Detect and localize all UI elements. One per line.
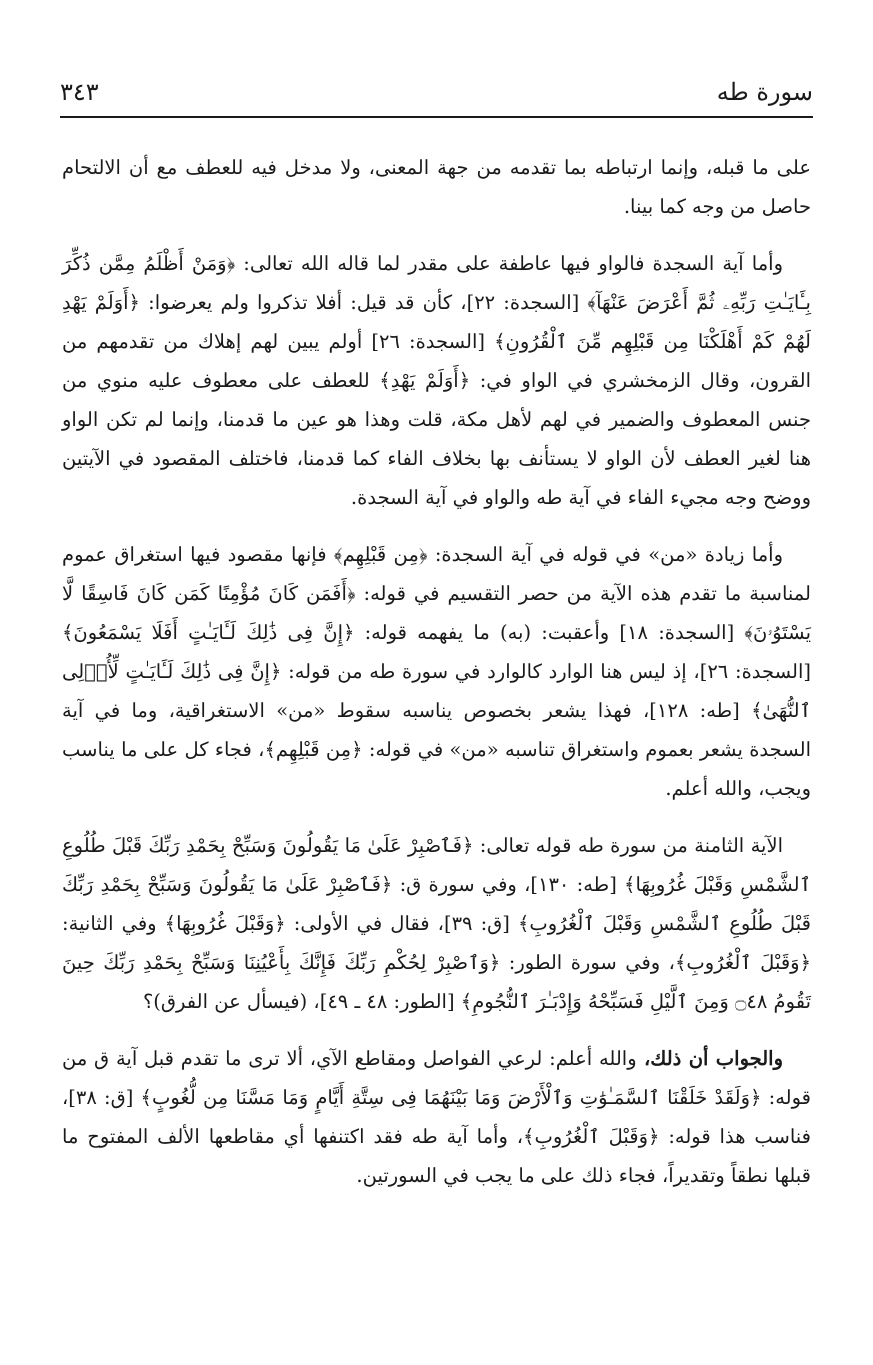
paragraph-1: [62, 148, 811, 226]
paragraph-4-text: الآية الثامنة من سورة طه قوله تعالى: ﴿فَٱصْبِرْ عَلَىٰ مَا يَقُولُونَ وَسَبِّحْ بِحَمْدِ رَبِّكَ قَبْلَ طُلُوعِ ٱلشَّمْسِ وَقَبْلَ غُرُوبِهَا﴾ [طه: ١٣٠]، وفي سورة ق: ﴿فَٱصْبِرْ عَلَىٰ مَا يَقُولُونَ وَسَبِّحْ بِحَمْدِ رَبِّكَ قَبْلَ طُلُوعِ ٱلشَّمْسِ وَقَبْلَ ٱلْغُرُوبِ﴾ [ق: ٣٩]، فقال في الأولى: ﴿وَقَبْلَ غُرُوبِهَا﴾ وفي الثانية: ﴿وَقَبْلَ ٱلْغُرُوبِ﴾، وفي سورة الطور: ﴿وَٱصْبِرْ لِحُكْمِ رَبِّكَ فَإِنَّكَ بِأَعْيُنِنَا وَسَبِّحْ بِحَمْدِ رَبِّكَ حِينَ تَقُومُ ۝٤٨ وَمِنَ ٱلَّيْلِ فَسَبِّحْهُ وَإِدْبَـٰرَ ٱلنُّجُومِ﴾ [الطور: ٤٨ ـ ٤٩]، (فيسأل عن الفرق)؟: [62, 834, 812, 1013]
surah-title: سورة طه: [716, 78, 813, 106]
page-number: ٣٤٣: [60, 78, 99, 106]
paragraph-3: [62, 535, 811, 808]
paragraph-2: [62, 244, 811, 517]
paragraph-5: [62, 1039, 811, 1195]
paragraph-3-text: وأما زيادة «من» في قوله في آية السجدة: ﴿مِن قَبْلِهِم﴾ فإنها مقصود فيها استغراق عموم لمناسبة ما تقدم هذه الآية من حصر التقسيم في قوله: ﴿أَفَمَن كَانَ مُؤْمِنًا كَمَن كَانَ فَاسِقًا لَّا يَسْتَوُۥنَ﴾ [السجدة: ١٨] وأعقبت: (به) ما يفهمه قوله: ﴿إِنَّ فِى ذَٰلِكَ لَـَٔايَـٰتٍ أَفَلَا يَسْمَعُونَ﴾ [السجدة: ٢٦]، إذ ليس هنا الوارد كالوارد في سورة طه من قوله: ﴿إِنَّ فِى ذَٰلِكَ لَـَٔايَـٰتٍ لِّأُو۟لِى ٱلنُّهَىٰ﴾ [طه: ١٢٨]، فهذا يشعر بخصوص يناسبه سقوط «من» الاستغراقية، وما في آية السجدة يشعر بعموم واستغراق تناسبه «من» في قوله: ﴿مِن قَبْلِهِم﴾، فجاء كل على ما يناسب ويجب، والله أعلم.: [62, 543, 811, 800]
page-header: [60, 60, 813, 110]
answer-lead: والجواب أن ذلك،: [636, 1047, 784, 1070]
paragraph-5-text: والله أعلم: لرعي الفواصل ومقاطع الآي، ألا ترى ما تقدم قبل آية ق من قوله: ﴿وَلَقَدْ خَلَقْنَا ٱلسَّمَـٰوَٰتِ وَٱلْأَرْضَ وَمَا بَيْنَهُمَا فِى سِتَّةِ أَيَّامٍ وَمَا مَسَّنَا مِن لُّغُوبٍ﴾ [ق: ٣٨]، فناسب هذا قوله: ﴿وَقَبْلَ ٱلْغُرُوبِ﴾، وأما آية طه فقد اكتنفها أي مقاطعها الألف المفتوح ما قبلها نطقاً وتقديراً، فجاء ذلك على ما يجب في السورتين.: [62, 1047, 811, 1187]
body-text: [62, 148, 811, 1213]
header-divider: [60, 116, 813, 118]
paragraph-4: [62, 826, 811, 1021]
paragraph-2-text: وأما آية السجدة فالواو فيها عاطفة على مقدر لما قاله الله تعالى: ﴿وَمَنْ أَظْلَمُ مِمَّن ذُكِّرَ بِـَٔايَـٰتِ رَبِّهِۦ ثُمَّ أَعْرَضَ عَنْهَآ﴾ [السجدة: ٢٢]، كأن قد قيل: أفلا تذكروا ولم يعرضوا: ﴿أَوَلَمْ يَهْدِ لَهُمْ كَمْ أَهْلَكْنَا مِن قَبْلِهِم مِّنَ ٱلْقُرُونِ﴾ [السجدة: ٢٦] أولم يبين لهم إهلاك من تقدمهم من القرون، وقال الزمخشري في الواو في: ﴿أَوَلَمْ يَهْدِ﴾ للعطف على معطوف عليه منوي من جنس المعطوف والضمير في لهم لأهل مكة، قلت وهذا هو عين ما قدمنا، وإنما لم تكن الواو هنا لغير العطف لأن الواو لا يستأنف بها بخلاف الفاء كما قدمنا، فاختلف المقصود في الآيتين ووضح وجه مجيء الفاء في آية طه والواو في آية السجدة.: [62, 252, 812, 509]
paragraph-1-text: على ما قبله، وإنما ارتباطه بما تقدمه من جهة المعنى، ولا مدخل فيه للعطف مع أن الالتحام حاصل من وجه كما بينا.: [62, 156, 811, 218]
